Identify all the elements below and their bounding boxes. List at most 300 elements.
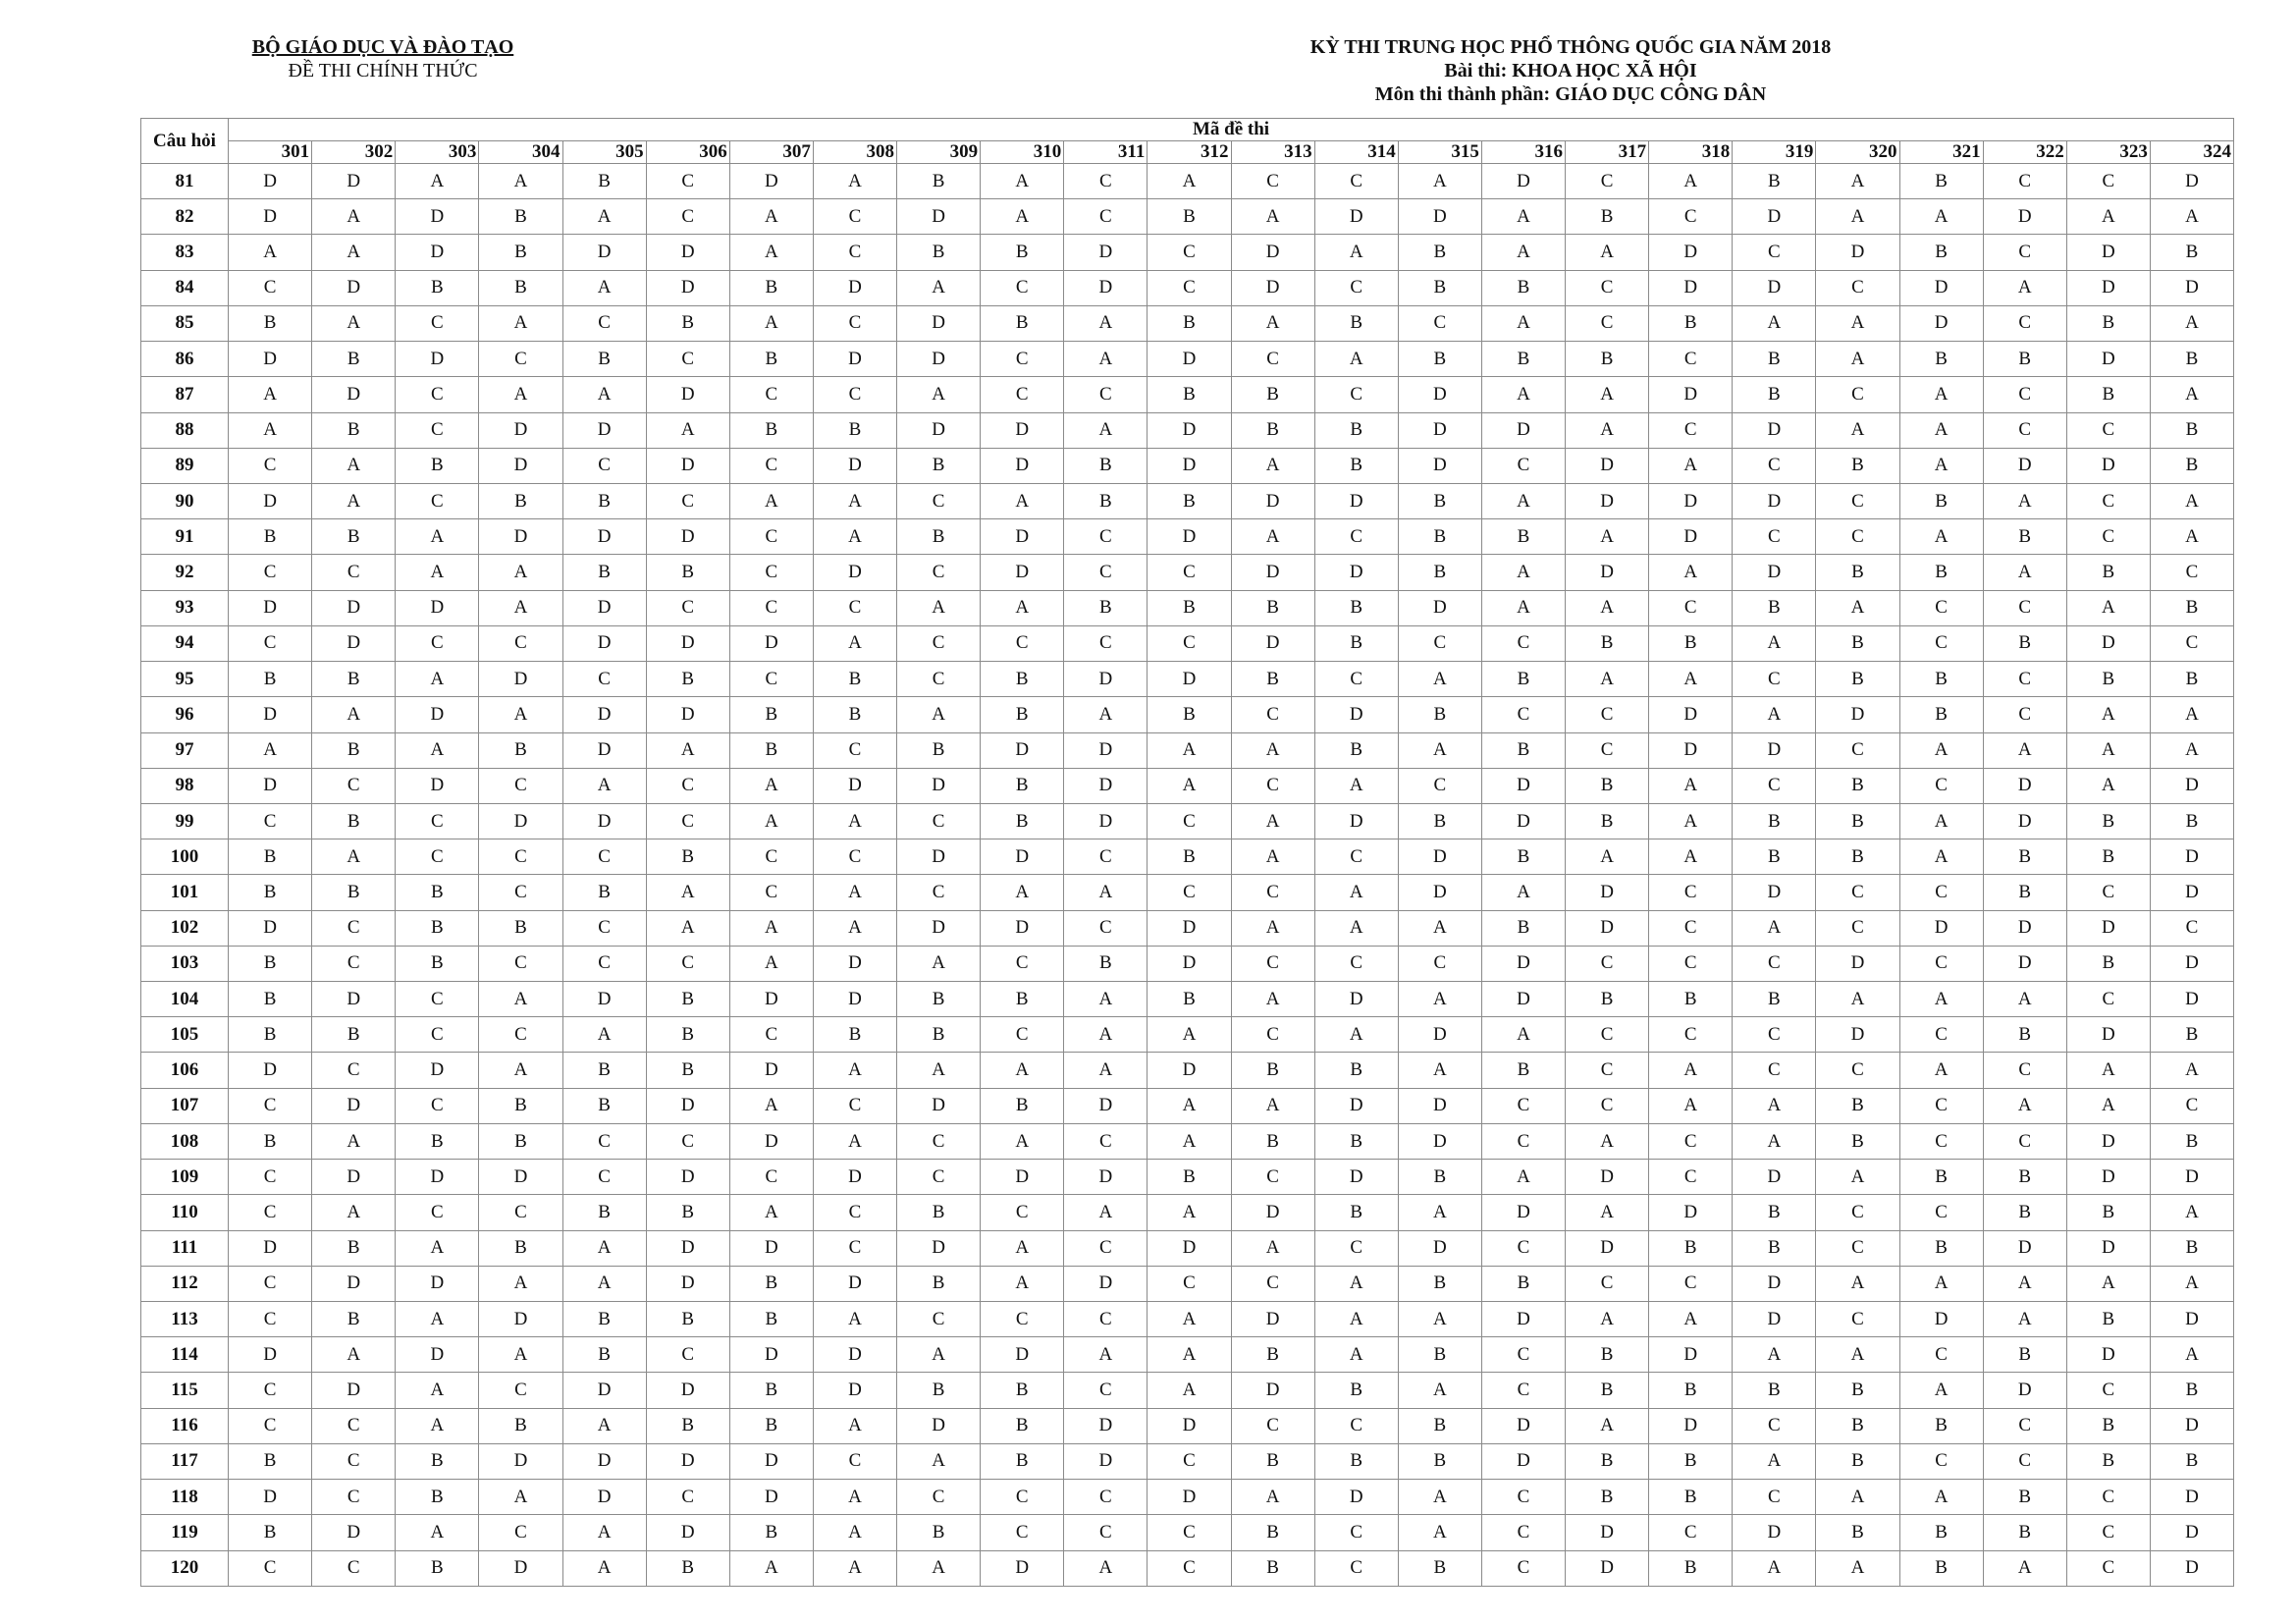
answer-cell: A [646,875,729,910]
answer-cell: A [1231,803,1314,839]
answer-cell: B [1314,590,1398,625]
exam-code-315: 315 [1398,141,1481,164]
exam-code-304: 304 [479,141,562,164]
answer-cell: D [1398,590,1481,625]
answer-cell: C [1064,1515,1148,1550]
answer-cell: C [1148,625,1231,661]
answer-cell: D [1314,982,1398,1017]
answer-cell: D [229,1053,312,1088]
answer-cell: C [1983,1123,2066,1159]
answer-cell: C [229,448,312,483]
answer-cell: A [1816,199,1899,235]
answer-cell: A [1899,803,1983,839]
table-row [141,732,2234,768]
answer-cell: C [312,768,396,803]
answer-cell: C [981,1515,1064,1550]
answer-cell: A [1481,377,1565,412]
answer-cell: B [479,1408,562,1443]
answer-cell: A [479,1337,562,1373]
answer-cell: B [1816,1408,1899,1443]
answer-cell: C [1649,199,1733,235]
answer-cell: D [1566,1550,1649,1586]
answer-cell: B [897,1373,981,1408]
exam-code-324: 324 [2150,141,2233,164]
answer-cell: B [1148,839,1231,875]
table-row [141,910,2234,946]
answer-cell: B [1816,1088,1899,1123]
answer-cell: C [229,1088,312,1123]
answer-cell: C [312,1443,396,1479]
answer-cell: D [1314,555,1398,590]
answer-cell: A [396,164,479,199]
table-row [141,1302,2234,1337]
answer-cell: C [1231,164,1314,199]
answer-cell: D [1064,662,1148,697]
answer-cell: C [1566,164,1649,199]
question-number: 119 [141,1515,229,1550]
question-number: 118 [141,1480,229,1515]
answer-cell: D [562,590,646,625]
answer-cell: A [1566,1408,1649,1443]
answer-cell: B [2066,305,2150,341]
answer-cell: A [2150,519,2233,555]
answer-cell: C [1064,519,1148,555]
answer-cell: C [229,1550,312,1586]
answer-cell: A [646,910,729,946]
answer-cell: C [1481,1480,1565,1515]
answer-cell: D [813,342,896,377]
answer-cell: D [897,305,981,341]
header-left [187,35,579,82]
question-number: 106 [141,1053,229,1088]
answer-cell: D [646,448,729,483]
answer-cell: D [396,697,479,732]
table-row [141,448,2234,483]
answer-cell: B [813,1017,896,1053]
answer-cell: C [2066,1515,2150,1550]
answer-cell: A [1064,697,1148,732]
answer-cell: C [479,1195,562,1230]
answer-cell: A [312,305,396,341]
answer-cell: A [479,697,562,732]
answer-cell: B [1566,1373,1649,1408]
exam-code-header: Mã đề thi [229,119,2234,141]
answer-cell: B [981,803,1064,839]
answer-cell: A [2150,199,2233,235]
answer-cell: A [1064,1017,1148,1053]
answer-cell: D [312,164,396,199]
answer-cell: B [2150,662,2233,697]
answer-cell: A [1148,1088,1231,1123]
answer-cell: A [646,412,729,448]
answer-cell: B [729,1373,813,1408]
answer-cell: A [1899,412,1983,448]
answer-cell: B [1398,1408,1481,1443]
answer-cell: C [229,1373,312,1408]
answer-cell: B [897,982,981,1017]
answer-cell: A [479,1480,562,1515]
table-row [141,235,2234,270]
answer-cell: B [981,662,1064,697]
table-row [141,377,2234,412]
answer-cell: C [1649,1515,1733,1550]
answer-cell: C [1983,1443,2066,1479]
answer-cell: D [1398,1017,1481,1053]
answer-cell: B [2150,1230,2233,1266]
answer-cell: A [2066,768,2150,803]
answer-cell: C [479,875,562,910]
answer-cell: D [1398,199,1481,235]
answer-cell: C [1566,270,1649,305]
answer-cell: B [1314,1053,1398,1088]
answer-cell: B [1733,1195,1816,1230]
answer-cell: A [1148,164,1231,199]
answer-cell: D [1649,1337,1733,1373]
answer-cell: C [2066,412,2150,448]
answer-cell: A [2066,590,2150,625]
answer-cell: C [1481,1515,1565,1550]
question-number: 84 [141,270,229,305]
answer-cell: D [1816,946,1899,981]
answer-cell: A [2150,377,2233,412]
answer-cell: B [729,270,813,305]
answer-cell: A [646,732,729,768]
answer-cell: D [981,732,1064,768]
answer-cell: D [562,697,646,732]
answer-cell: D [813,1337,896,1373]
answer-cell: A [813,1053,896,1088]
answer-cell: D [2066,342,2150,377]
answer-cell: D [981,1337,1064,1373]
answer-cell: C [729,1160,813,1195]
answer-cell: D [1398,1230,1481,1266]
answer-cell: D [1566,1515,1649,1550]
answer-cell: D [479,519,562,555]
answer-cell: D [1733,555,1816,590]
answer-cell: C [1899,768,1983,803]
answer-cell: D [729,625,813,661]
table-row [141,662,2234,697]
answer-cell: C [1064,164,1148,199]
answer-cell: C [813,1230,896,1266]
answer-cell: B [2066,1302,2150,1337]
answer-cell: D [2150,875,2233,910]
answer-cell: A [1649,803,1733,839]
answer-cell: C [1566,946,1649,981]
answer-cell: B [1314,1195,1398,1230]
answer-cell: B [981,1373,1064,1408]
answer-cell: C [1398,625,1481,661]
answer-cell: A [1649,839,1733,875]
answer-cell: C [1231,342,1314,377]
answer-cell: A [729,803,813,839]
answer-cell: A [2066,199,2150,235]
answer-cell: C [897,803,981,839]
answer-cell: B [1816,625,1899,661]
subject-title: Môn thi thành phần: GIÁO DỤC CÔNG DÂN [1374,83,1767,105]
answer-cell: C [729,590,813,625]
answer-cell: D [897,199,981,235]
answer-cell: D [813,1160,896,1195]
question-number: 108 [141,1123,229,1159]
answer-cell: B [1733,1373,1816,1408]
answer-cell: D [2150,1302,2233,1337]
answer-cell: D [1231,270,1314,305]
answer-cell: C [897,625,981,661]
answer-cell: C [1231,875,1314,910]
answer-cell: B [396,1480,479,1515]
answer-cell: B [1899,555,1983,590]
answer-cell: D [312,1373,396,1408]
answer-cell: A [2066,1088,2150,1123]
answer-cell: B [1398,555,1481,590]
answer-cell: B [1148,697,1231,732]
answer-cell: D [562,412,646,448]
answer-cell: C [981,342,1064,377]
answer-cell: C [729,839,813,875]
answer-cell: C [1481,625,1565,661]
answer-cell: A [1231,839,1314,875]
answer-cell: D [2066,1017,2150,1053]
answer-cell: B [1816,555,1899,590]
answer-cell: C [1899,946,1983,981]
answer-cell: B [562,555,646,590]
answer-cell: D [1983,448,2066,483]
answer-cell: B [897,1017,981,1053]
answer-cell: C [1733,519,1816,555]
answer-cell: B [1398,483,1481,518]
answer-cell: D [229,697,312,732]
answer-cell: C [1566,1053,1649,1088]
answer-cell: B [897,1515,981,1550]
answer-cell: A [729,483,813,518]
answer-cell: D [981,910,1064,946]
answer-cell: A [1649,448,1733,483]
answer-cell: C [646,803,729,839]
table-row [141,1230,2234,1266]
answer-cell: B [312,412,396,448]
answer-cell: A [1983,1302,2066,1337]
answer-cell: C [2066,164,2150,199]
answer-cell: B [1148,590,1231,625]
answer-cell: D [1649,732,1733,768]
answer-cell: D [1649,1408,1733,1443]
answer-cell: D [1733,1266,1816,1301]
answer-cell: D [646,519,729,555]
answer-cell: C [1398,768,1481,803]
exam-code-322: 322 [1983,141,2066,164]
answer-cell: D [813,946,896,981]
answer-cell: D [897,1230,981,1266]
answer-cell: A [1064,1053,1148,1088]
answer-cell: A [1649,1302,1733,1337]
answer-cell: A [1983,982,2066,1017]
answer-cell: D [897,839,981,875]
answer-cell: D [1148,519,1231,555]
answer-cell: B [1481,732,1565,768]
question-number: 99 [141,803,229,839]
answer-cell: A [1398,1302,1481,1337]
answer-cell: D [1064,1088,1148,1123]
answer-cell: B [1816,448,1899,483]
answer-cell: A [2066,1053,2150,1088]
answer-cell: B [562,1195,646,1230]
answer-cell: D [1983,199,2066,235]
answer-cell: C [1231,1017,1314,1053]
answer-cell: A [312,1123,396,1159]
answer-cell: D [1064,1408,1148,1443]
answer-cell: C [1148,1550,1231,1586]
answer-cell: D [1816,1017,1899,1053]
answer-cell: C [312,1408,396,1443]
answer-cell: D [1231,483,1314,518]
answer-cell: C [1733,1408,1816,1443]
answer-cell: D [2150,1550,2233,1586]
answer-cell: D [229,910,312,946]
answer-cell: D [981,1160,1064,1195]
answer-cell: C [1566,732,1649,768]
answer-cell: B [897,1266,981,1301]
answer-cell: A [562,199,646,235]
answer-cell: A [1148,1302,1231,1337]
answer-cell: A [1983,1550,2066,1586]
answer-cell: B [1481,1266,1565,1301]
question-number: 90 [141,483,229,518]
answer-cell: B [1816,803,1899,839]
answer-cell: D [396,768,479,803]
answer-cell: B [312,732,396,768]
answer-cell: C [1649,875,1733,910]
answer-cell: A [1649,1088,1733,1123]
question-number: 88 [141,412,229,448]
answer-cell: B [1816,1373,1899,1408]
answer-cell: D [312,1515,396,1550]
answer-cell: A [981,483,1064,518]
answer-cell: C [897,1123,981,1159]
answer-cell: B [1231,1443,1314,1479]
answer-cell: D [1231,1302,1314,1337]
answer-cell: A [1398,1515,1481,1550]
answer-cell: B [1398,1550,1481,1586]
answer-cell: A [729,1550,813,1586]
table-row [141,305,2234,341]
answer-cell: C [1481,1230,1565,1266]
answer-cell: D [2066,910,2150,946]
answer-cell: D [479,1443,562,1479]
answer-cell: A [1314,1266,1398,1301]
ministry-name [187,35,579,59]
question-number: 102 [141,910,229,946]
answer-cell: B [646,1302,729,1337]
answer-cell: A [2066,1266,2150,1301]
answer-cell: A [897,697,981,732]
answer-cell: D [2066,1123,2150,1159]
answer-cell: C [562,305,646,341]
answer-cell: A [1816,1160,1899,1195]
answer-cell: C [981,946,1064,981]
answer-cell: B [479,199,562,235]
answer-cell: B [1566,342,1649,377]
answer-cell: A [1314,1017,1398,1053]
answer-cell: A [396,1373,479,1408]
answer-cell: A [396,519,479,555]
answer-cell: C [479,768,562,803]
answer-cell: B [1398,1443,1481,1479]
answer-cell: B [646,1408,729,1443]
answer-cell: A [1481,875,1565,910]
answer-cell: D [1314,1160,1398,1195]
answer-cell: D [1733,1302,1816,1337]
answer-cell: D [1733,270,1816,305]
answer-cell: D [312,1266,396,1301]
answer-cell: A [396,1302,479,1337]
answer-cell: D [646,1443,729,1479]
answer-cell: C [562,1160,646,1195]
answer-cell: D [396,1160,479,1195]
answer-cell: C [1733,1017,1816,1053]
answer-cell: A [729,1195,813,1230]
answer-cell: C [1983,377,2066,412]
table-row [141,1373,2234,1408]
table-row [141,199,2234,235]
answer-cell: C [1314,377,1398,412]
answer-cell: C [479,839,562,875]
answer-cell: D [229,342,312,377]
answer-cell: D [1398,448,1481,483]
answer-cell: D [1733,732,1816,768]
question-number: 91 [141,519,229,555]
answer-cell: C [479,342,562,377]
answer-cell: C [646,164,729,199]
answer-cell: C [1398,946,1481,981]
answer-cell: D [646,1088,729,1123]
answer-cell: A [813,803,896,839]
answer-cell: C [2066,982,2150,1017]
answer-cell: D [396,1266,479,1301]
answer-cell: C [479,625,562,661]
answer-cell: C [1649,1266,1733,1301]
header-right [1158,35,1983,106]
table-row [141,1480,2234,1515]
answer-cell: C [396,839,479,875]
exam-code-302: 302 [312,141,396,164]
exam-code-311: 311 [1064,141,1148,164]
answer-cell: A [1148,732,1231,768]
answer-cell: B [897,732,981,768]
answer-cell: D [646,270,729,305]
answer-cell: A [1231,519,1314,555]
answer-cell: D [1398,377,1481,412]
answer-cell: C [1064,839,1148,875]
question-number: 110 [141,1195,229,1230]
answer-cell: C [897,1302,981,1337]
answer-cell: A [396,1408,479,1443]
answer-cell: D [646,377,729,412]
answer-cell: A [1566,412,1649,448]
answer-cell: D [229,1230,312,1266]
answer-cell: A [813,875,896,910]
answer-cell: D [729,1337,813,1373]
answer-cell: B [562,164,646,199]
answer-cell: C [729,519,813,555]
answer-cell: A [1566,1123,1649,1159]
answer-cell: B [2150,1017,2233,1053]
answer-cell: B [1481,342,1565,377]
answer-cell: D [229,1480,312,1515]
answer-cell: D [1231,235,1314,270]
answer-cell: A [2150,697,2233,732]
answer-cell: D [1733,875,1816,910]
